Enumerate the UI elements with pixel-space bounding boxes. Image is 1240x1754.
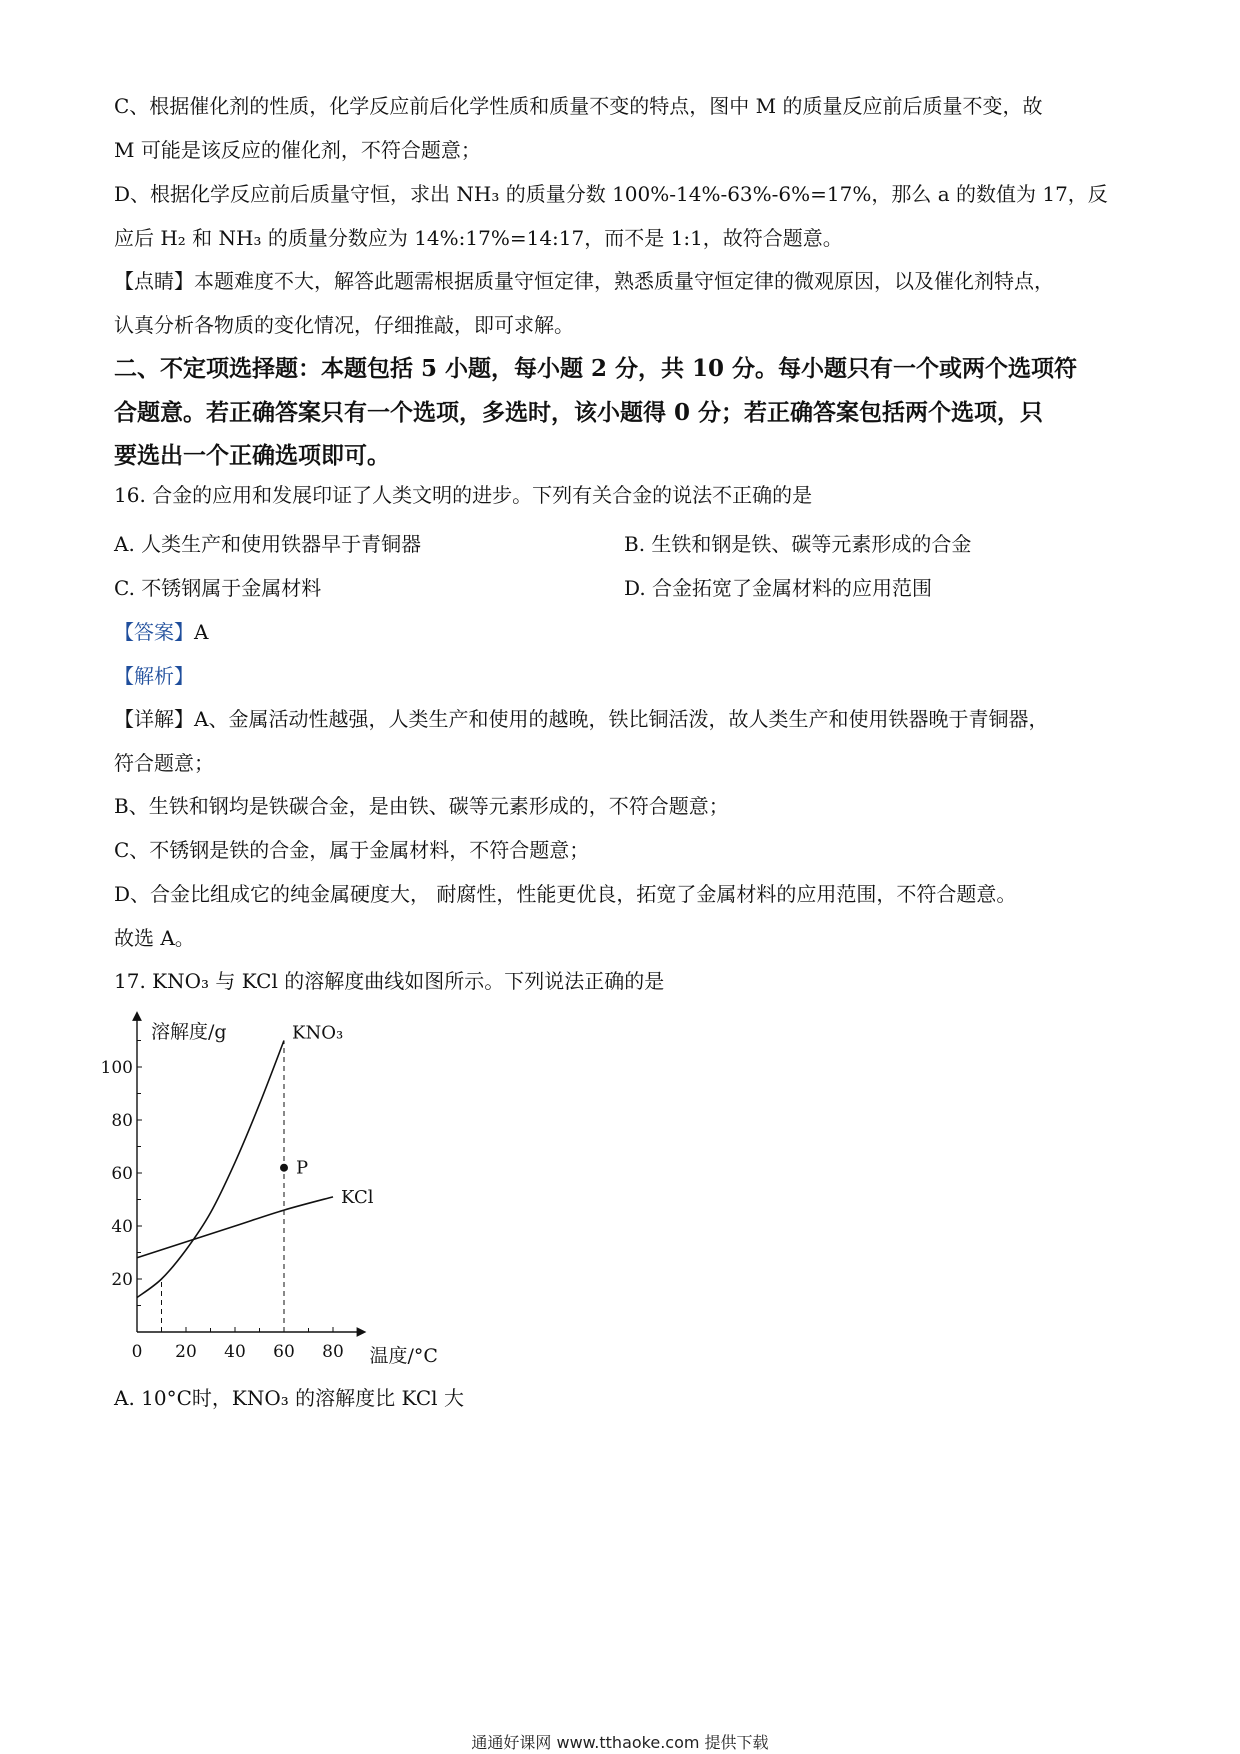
y-tick-label: 80 [111, 1111, 133, 1131]
explanation-c-line-2: M 可能是该反应的催化剂，不符合题意； [114, 138, 481, 162]
explanation-d-line-1: D、根据化学反应前后质量守恒，求出 NH₃ 的质量分数 100%-14%-63%-6%=17%，那么 a 的数值为 17，反 [114, 182, 1108, 206]
answer-tag: 【答案】 [114, 620, 194, 644]
detail-a-text: A、金属活动性越强，人类生产和使用的越晚，铁比铜活泼，故人类生产和使用铁器晚于青铜器， [194, 707, 1049, 731]
section-heading-line-1: 二、不定项选择题：本题包括 5 小题，每小题 2 分，共 10 分。每小题只有一个或两个选项符 [114, 355, 1078, 382]
series-label-kno3: KNO₃ [292, 1022, 344, 1044]
conclusion: 故选 A。 [114, 926, 195, 950]
comment-text: 本题难度不大，解答此题需根据质量守恒定律，熟悉质量守恒定律的微观原因，以及催化剂特点， [194, 269, 1054, 293]
detail-a-line-1 [114, 706, 1048, 732]
q16-option-a: A. 人类生产和使用铁器早于青铜器 [114, 532, 422, 556]
explanation-d-line-2: 应后 H₂ 和 NH₃ 的质量分数应为 14%:17%=14:17，而不是 1:1，故符合题意。 [114, 226, 843, 250]
x-tick-label: 60 [273, 1342, 295, 1362]
q17-option-a: A. 10°C时，KNO₃ 的溶解度比 KCl 大 [114, 1386, 464, 1410]
q16-answer [114, 619, 208, 645]
q17-stem: 17. KNO₃ 与 KCl 的溶解度曲线如图所示。下列说法正确的是 [114, 969, 665, 993]
q16-stem: 16. 合金的应用和发展印证了人类文明的进步。下列有关合金的说法不正确的是 [114, 483, 813, 507]
x-tick-label: 40 [224, 1342, 246, 1362]
x-tick-label: 80 [322, 1342, 344, 1362]
series-label-kcl: KCl [341, 1186, 374, 1208]
analysis-tag: 【解析】 [114, 664, 194, 688]
detail-tag: 【详解】 [114, 707, 194, 731]
series-line-kcl [137, 1197, 333, 1258]
y-tick-label: 40 [111, 1217, 133, 1237]
detail-a-line-2: 符合题意； [114, 751, 214, 775]
y-tick-label: 20 [111, 1270, 133, 1290]
point-p-marker [280, 1164, 288, 1172]
explanation-c-line-1: C、根据催化剂的性质，化学反应前后化学性质和质量不变的特点，图中 M 的质量反应前后质量不变，故 [114, 94, 1043, 118]
y-tick-label: 100 [100, 1058, 133, 1078]
y-axis-label: 溶解度/g [151, 1021, 227, 1043]
answer-value: A [194, 620, 209, 644]
detail-b: B、生铁和钢均是铁碳合金，是由铁、碳等元素形成的，不符合题意； [114, 794, 729, 818]
q16-option-b: B. 生铁和钢是铁、碳等元素形成的合金 [624, 532, 972, 556]
detail-d: D、合金比组成它的纯金属硬度大， 耐腐性，性能更优良，拓宽了金属材料的应用范围，不符合题意。 [114, 882, 1017, 906]
comment-line-1 [114, 268, 1054, 294]
x-axis-label: 温度/°C [369, 1345, 438, 1367]
detail-c: C、不锈钢是铁的合金，属于金属材料，不符合题意； [114, 838, 590, 862]
y-tick-label: 60 [111, 1164, 133, 1184]
section-heading-line-3: 要选出一个正确选项即可。 [114, 442, 390, 469]
q16-option-d: D. 合金拓宽了金属材料的应用范围 [624, 576, 933, 600]
x-tick-label: 0 [131, 1342, 143, 1362]
solubility-chart [100, 1010, 500, 1410]
section-heading-line-2: 合题意。若正确答案只有一个选项，多选时，该小题得 0 分；若正确答案包括两个选项，只 [114, 399, 1044, 426]
comment-line-2: 认真分析各物质的变化情况，仔细推敲，即可求解。 [114, 313, 574, 337]
comment-tag: 【点睛】 [114, 269, 194, 293]
x-tick-label: 20 [175, 1342, 197, 1362]
footer-watermark: 通通好课网 www.tthaoke.com 提供下载 [471, 1733, 769, 1752]
point-p-label: P [296, 1157, 309, 1179]
q16-option-c: C. 不锈钢属于金属材料 [114, 576, 322, 600]
series-line-kno3 [137, 1041, 284, 1298]
